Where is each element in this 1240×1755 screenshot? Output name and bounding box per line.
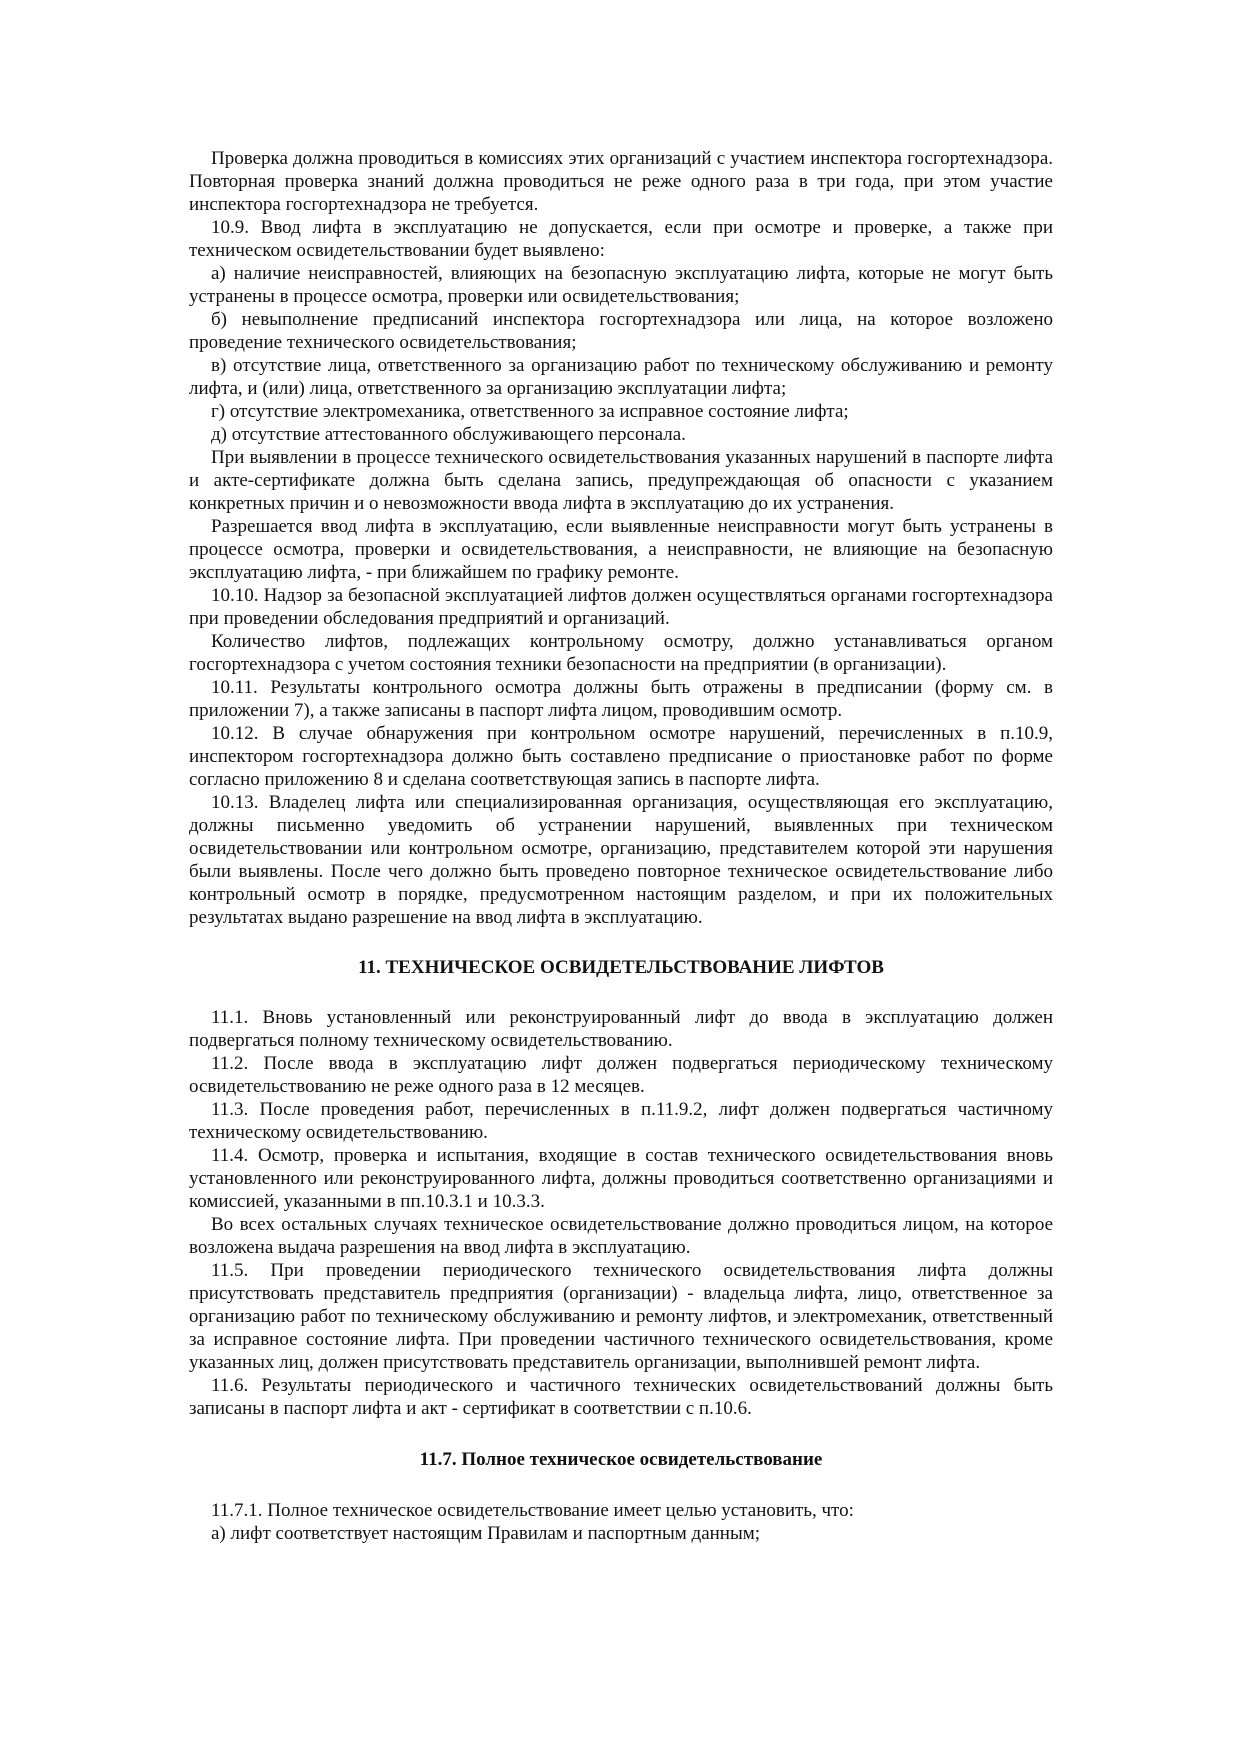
paragraph: 11.4. Осмотр, проверка и испытания, входящие в состав технического освидетельствования вновь установленного или реконструированного лифта, должны проводиться соответственно организациями и комиссией, указанными в пп.10.3.1 и 10.3.3. [189,1145,1053,1212]
section-heading: 11. ТЕХНИЧЕСКОЕ ОСВИДЕТЕЛЬСТВОВАНИЕ ЛИФТОВ [358,957,884,978]
paragraph: Во всех остальных случаях техническое освидетельствование должно проводиться лицом, на которое возложена выдача разрешения на ввод лифта в эксплуатацию. [189,1214,1053,1258]
paragraph: 11.1. Вновь установленный или реконструированный лифт до ввода в эксплуатацию должен подвергаться полному техническому освидетельствованию. [189,1007,1053,1051]
paragraph: 10.12. В случае обнаружения при контрольном осмотре нарушений, перечисленных в п.10.9, инспектором госгортехнадзора должно быть составлено предписание о приостановке работ по форме согласно приложению 8 и сделана соответствующая запись в паспорте лифта. [189,723,1053,790]
paragraph: Разрешается ввод лифта в эксплуатацию, если выявленные неисправности могут быть устранены в процессе осмотра, проверки и освидетельствования, а неисправности, не влияющие на безопасную эксплуатацию лифта, - при ближайшем по графику ремонте. [189,516,1053,583]
paragraph: а) наличие неисправностей, влияющих на безопасную эксплуатацию лифта, которые не могут быть устранены в процессе осмотра, проверки или освидетельствования; [189,263,1053,307]
paragraph: 10.9. Ввод лифта в эксплуатацию не допускается, если при осмотре и проверке, а также при техническом освидетельствовании будет выявлено: [189,217,1053,261]
paragraph: 11.3. После проведения работ, перечисленных в п.11.9.2, лифт должен подвергаться частичному техническому освидетельствованию. [189,1099,1053,1143]
paragraph: Количество лифтов, подлежащих контрольному осмотру, должно устанавливаться органом госгортехнадзора с учетом состояния техники безопасности на предприятии (в организации). [189,631,1053,675]
paragraph: 10.10. Надзор за безопасной эксплуатацией лифтов должен осуществляться органами госгортехнадзора при проведении обследования предприятий и организаций. [189,585,1053,629]
paragraph: а) лифт соответствует настоящим Правилам и паспортным данным; [211,1523,761,1544]
subsection-heading: 11.7. Полное техническое освидетельствование [419,1449,823,1470]
paragraph: При выявлении в процессе технического освидетельствования указанных нарушений в паспорте лифта и акте-сертификате должна быть сделана запись, предупреждающая об опасности с указанием конкретных причин и о невозможности ввода лифта в эксплуатацию до их устранения. [189,447,1053,514]
paragraph: 10.11. Результаты контрольного осмотра должны быть отражены в предписании (форму см. в приложении 7), а также записаны в паспорт лифта лицом, проводившим осмотр. [189,677,1053,721]
paragraph: д) отсутствие аттестованного обслуживающего персонала. [211,424,686,445]
paragraph: Проверка должна проводиться в комиссиях этих организаций с участием инспектора госгортехнадзора. Повторная проверка знаний должна проводиться не реже одного раза в три года, при этом участие инспектора госгортехнадзора не требуется. [189,148,1053,215]
paragraph: в) отсутствие лица, ответственного за организацию работ по техническому обслуживанию и ремонту лифта, и (или) лица, ответственного за организацию эксплуатации лифта; [189,355,1053,399]
paragraph: г) отсутствие электромеханика, ответственного за исправное состояние лифта; [211,401,849,422]
document-page [189,147,1053,1545]
paragraph: 10.13. Владелец лифта или специализированная организация, осуществляющая его эксплуатацию, должны письменно уведомить об устранении нарушений, выявленных при техническом освидетельствовании или контрольном осмотре, организацию, представителем которой эти нарушения были выявлены. После чего должно быть проведено повторное техническое освидетельствование либо контрольный осмотр в порядке, предусмотренном настоящим разделом, и при их положительных результатах выдано разрешение на ввод лифта в эксплуатацию. [189,792,1053,928]
paragraph: 11.5. При проведении периодического технического освидетельствования лифта должны присутствовать представитель предприятия (организации) - владельца лифта, лицо, ответственное за организацию работ по техническому обслуживанию и ремонту лифтов, и электромеханик, ответственный за исправное состояние лифта. При проведении частичного технического освидетельствования, кроме указанных лиц, должен присутствовать представитель организации, выполнившей ремонт лифта. [189,1260,1053,1373]
paragraph: б) невыполнение предписаний инспектора госгортехнадзора или лица, на которое возложено проведение технического освидетельствования; [189,309,1053,353]
paragraph: 11.7.1. Полное техническое освидетельствование имеет целью установить, что: [211,1500,854,1521]
paragraph: 11.2. После ввода в эксплуатацию лифт должен подвергаться периодическому техническому освидетельствованию не реже одного раза в 12 месяцев. [189,1053,1053,1097]
paragraph: 11.6. Результаты периодического и частичного технических освидетельствований должны быть записаны в паспорт лифта и акт - сертификат в соответствии с п.10.6. [189,1375,1053,1419]
